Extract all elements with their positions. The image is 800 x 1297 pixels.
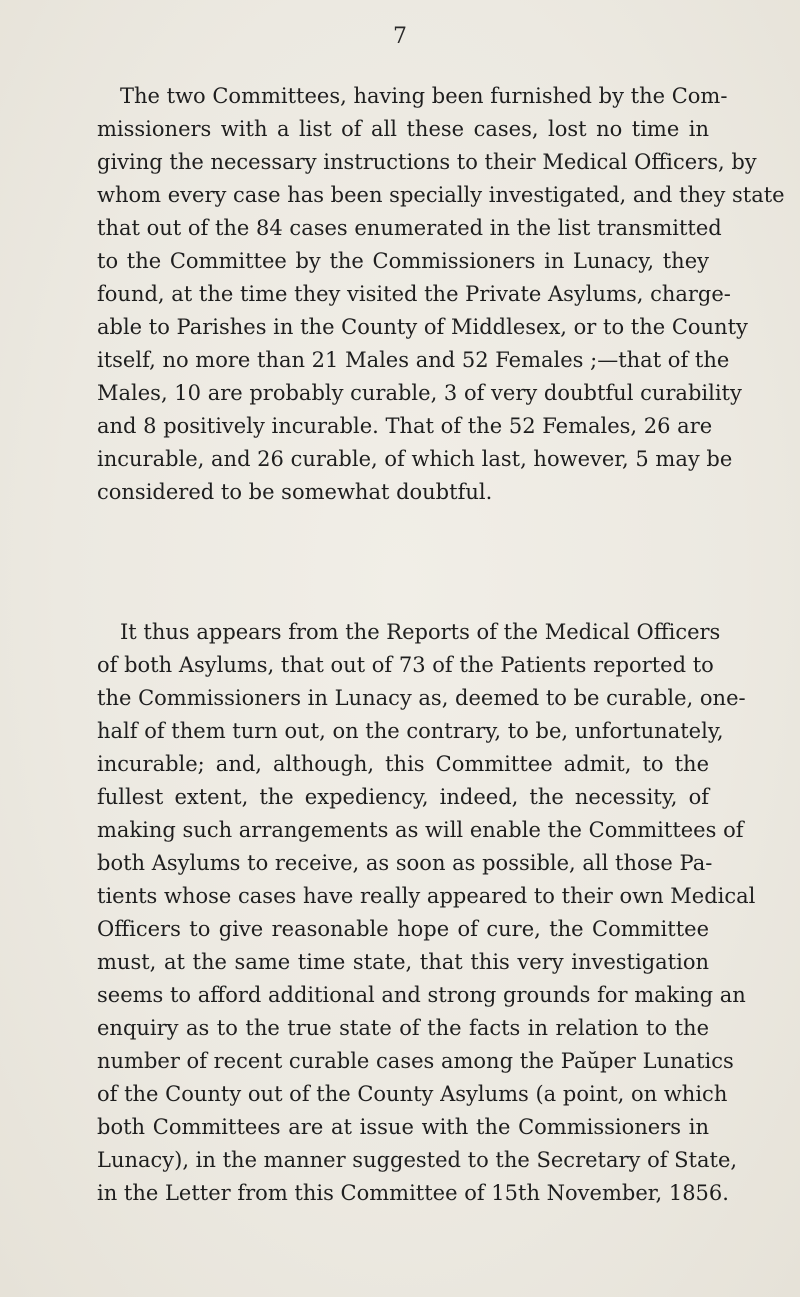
text-line: in the Letter from this Committee of 15th November, 1856. bbox=[97, 1181, 729, 1205]
text-line: both Asylums to receive, as soon as possible, all those Pa- bbox=[97, 851, 713, 875]
text-line: Officers to give reasonable hope of cure, the Committee bbox=[97, 917, 709, 941]
text-line: Lunacy), in the manner suggested to the Secretary of State, bbox=[97, 1148, 738, 1172]
text-line: and 8 positively incurable. That of the 52 Females, 26 are bbox=[97, 414, 713, 438]
text-line: incurable; and, although, this Committee admit, to the bbox=[97, 752, 709, 776]
text-line: The two Committees, having been furnished by the Com- bbox=[120, 84, 728, 108]
text-line: half of them turn out, on the contrary, to be, unfortunately, bbox=[97, 719, 724, 743]
text-line: to the Committee by the Commissioners in Lunacy, they bbox=[97, 249, 709, 273]
text-line: must, at the same time state, that this very investigation bbox=[97, 950, 709, 974]
text-line: seems to afford additional and strong grounds for making an bbox=[97, 983, 746, 1007]
text-line: tients whose cases have really appeared to their own Medical bbox=[97, 884, 756, 908]
text-line: able to Parishes in the County of Middlesex, or to the County bbox=[97, 315, 748, 339]
text-line: incurable, and 26 curable, of which last, however, 5 may be bbox=[97, 447, 733, 471]
text-line: fullest extent, the expediency, indeed, the necessity, of bbox=[97, 785, 709, 809]
text-line: enquiry as to the true state of the facts in relation to the bbox=[97, 1016, 709, 1040]
text-line: Males, 10 are probably curable, 3 of very doubtful curability bbox=[97, 381, 742, 405]
paragraph-2 bbox=[97, 616, 756, 1210]
text-line: making such arrangements as will enable the Committees of bbox=[97, 818, 744, 842]
text-line: itself, no more than 21 Males and 52 Females ;—that of the bbox=[97, 348, 730, 372]
text-line: the Commissioners in Lunacy as, deemed to be curable, one- bbox=[97, 686, 746, 710]
text-line: both Committees are at issue with the Commissioners in bbox=[97, 1115, 709, 1139]
text-line: found, at the time they visited the Private Asylums, charge- bbox=[97, 282, 731, 306]
text-line: giving the necessary instructions to their Medical Officers, by bbox=[97, 150, 757, 174]
text-line: of the County out of the County Asylums (a point, on which bbox=[97, 1082, 728, 1106]
text-line: that out of the 84 cases enumerated in the list transmitted bbox=[97, 216, 722, 240]
text-line: whom every case has been specially investigated, and they state bbox=[97, 183, 785, 207]
text-line: of both Asylums, that out of 73 of the Patients reported to bbox=[97, 653, 714, 677]
text-line: number of recent curable cases among the Paŭper Lunatics bbox=[97, 1049, 734, 1073]
page-number: 7 bbox=[393, 24, 407, 49]
text-line: missioners with a list of all these cases, lost no time in bbox=[97, 117, 709, 141]
text-line: It thus appears from the Reports of the Medical Officers bbox=[120, 620, 721, 644]
paragraph-1 bbox=[97, 80, 785, 509]
text-line: considered to be somewhat doubtful. bbox=[97, 480, 493, 504]
